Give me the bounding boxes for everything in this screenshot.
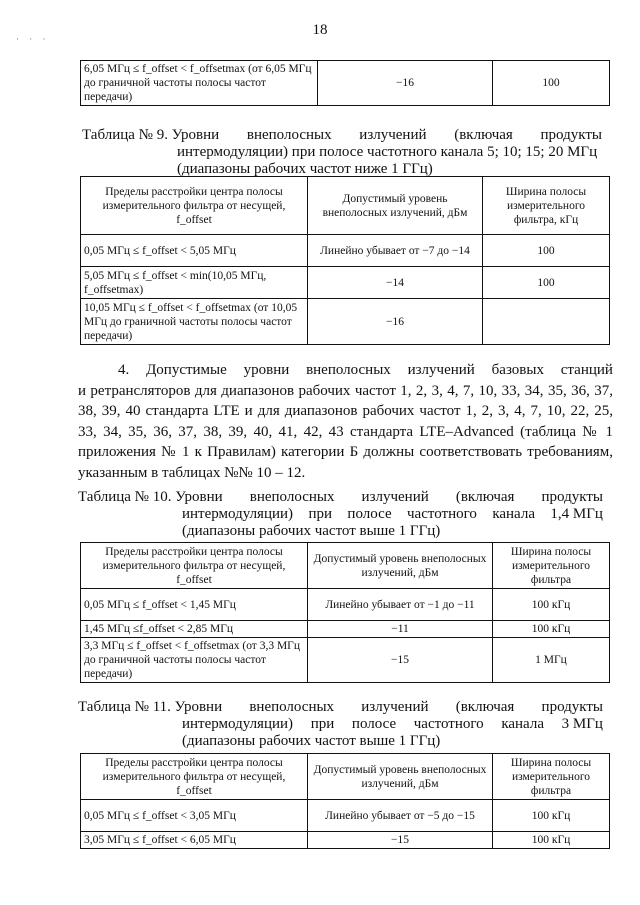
caption-word: полосе: [351, 716, 397, 732]
caption-word: излучений: [361, 489, 429, 505]
caption-word: продукты: [541, 699, 603, 715]
caption-word: продукты: [541, 489, 603, 505]
caption-word: Таблица № 10. Уровни: [78, 489, 223, 505]
paragraph-word: 4.: [118, 362, 130, 378]
paragraph-word: базовых: [491, 362, 544, 378]
caption-word: внеполосных: [249, 489, 335, 505]
caption-line: интермодуляции) при полосе частотного канала 5; 10; 15; 20 МГц: [177, 144, 598, 160]
table-cell: 0,05 МГц ≤ f_offset < 5,05 МГц: [81, 235, 308, 267]
corner-marks: · · ·: [16, 34, 50, 44]
table-cell: 100 кГц: [493, 800, 610, 832]
table-cell: 100 кГц: [493, 621, 610, 638]
table-cell: 10,05 МГц ≤ f_offset < f_offsetmax (от 10,05 МГц до граничной частоты полосы частот передачи): [81, 299, 308, 345]
table-cell: 100: [483, 235, 610, 267]
page-number: 18: [312, 22, 328, 38]
table-row: [81, 61, 610, 106]
table-cell: 100 кГц: [493, 832, 610, 849]
column-header: Допустимый уровень внеполосных излучений, дБм: [308, 754, 493, 800]
table-cell: [483, 299, 610, 345]
caption-word: Таблица № 9. Уровни: [82, 127, 220, 143]
table-cell: 5,05 МГц ≤ f_offset < min(10,05 МГц, f_offsetmax): [81, 267, 308, 299]
caption-word: внеполосных: [246, 127, 332, 143]
caption-word: продукты: [540, 127, 602, 143]
caption-line: (диапазоны рабочих частот выше 1 ГГц): [182, 523, 441, 539]
table-row: [81, 832, 610, 849]
caption-word: 3 МГц: [561, 716, 603, 732]
table-cell: −15: [308, 638, 493, 683]
paragraph-word: станций: [560, 362, 613, 378]
table-cell: Линейно убывает от −5 до −15: [308, 800, 493, 832]
table-row: [81, 621, 610, 638]
table-row: [81, 638, 610, 683]
table-cell: 1,45 МГц ≤f_offset < 2,85 МГц: [81, 621, 308, 638]
table-cell: Линейно убывает от −7 до −14: [308, 235, 483, 267]
paragraph-word: внеполосных: [306, 362, 391, 378]
table-cell: 100 кГц: [493, 589, 610, 621]
caption-word: (включая: [454, 127, 513, 143]
table-cell: 3,3 МГц ≤ f_offset < f_offsetmax (от 3,3 МГц до граничной частоты полосы частот передачи): [81, 638, 308, 683]
table-cell: −11: [308, 621, 493, 638]
table-cell: −15: [308, 832, 493, 849]
caption-word: канала: [501, 716, 544, 732]
paragraph-body: и ретрансляторов для диапазонов рабочих частот 1, 2, 3, 4, 7, 10, 33, 34, 35, 36, 37, 38, 39, 40 стандарта LTE и для диапазонов рабочих частот 1, 2, 3, 4, 7, 10, 22, 25, 33, 34, 35, 36, 37, 38, 39, 40, 41, 42, 43 стандарта LTE–Advanced (таблица № 1 приложения № 1 к Правилам) категории Б должны соответствовать требованиям, указанным в таблицах №№ 10 – 12.: [78, 382, 613, 481]
table10: [80, 542, 610, 683]
paragraph-4: [78, 360, 613, 483]
column-header: Пределы расстройки центра полосы измерительного фильтра от несущей, f_offset: [81, 754, 308, 800]
table-header-row: [81, 177, 610, 235]
caption-word: полосе: [347, 506, 392, 522]
column-header: Ширина полосы измерительного фильтра: [493, 543, 610, 589]
table-header-row: [81, 754, 610, 800]
table-cell: −16: [318, 61, 493, 106]
table-row: [81, 589, 610, 621]
column-header: Пределы расстройки центра полосы измерительного фильтра от несущей, f_offset: [81, 177, 308, 235]
table11: [80, 753, 610, 849]
caption-word: 1,4 МГц: [550, 506, 603, 522]
caption-word: (включая: [455, 489, 515, 505]
table9-caption: [82, 127, 602, 178]
column-header: Ширина полосы измерительного фильтра: [493, 754, 610, 800]
table-cell: 100: [493, 61, 610, 106]
caption-word: излучений: [359, 127, 427, 143]
table-header-row: [81, 543, 610, 589]
caption-word: канала: [492, 506, 535, 522]
table-row: [81, 800, 610, 832]
table11-caption: [78, 699, 603, 750]
table9: [80, 176, 610, 345]
caption-word: интермодуляции): [182, 506, 294, 522]
table10-caption: [78, 489, 603, 540]
table-cell: −14: [308, 267, 483, 299]
table-cell: 3,05 МГц ≤ f_offset < 6,05 МГц: [81, 832, 308, 849]
table-cell: Линейно убывает от −1 до −11: [308, 589, 493, 621]
column-header: Пределы расстройки центра полосы измерительного фильтра от несущей, f_offset: [81, 543, 308, 589]
table-cell: 6,05 МГц ≤ f_offset < f_offsetmax (от 6,05 МГц до граничной частоты полосы частот передачи): [81, 61, 318, 106]
table-row: [81, 235, 610, 267]
caption-word: (включая: [455, 699, 515, 715]
caption-line: (диапазоны рабочих частот выше 1 ГГц): [182, 733, 441, 749]
caption-word: при: [308, 506, 333, 522]
table-cell: 100: [483, 267, 610, 299]
table-cell: 1 МГц: [493, 638, 610, 683]
column-header: Допустимый уровень внеполосных излучений, дБм: [308, 543, 493, 589]
top-table: [80, 60, 610, 106]
caption-word: частотного: [413, 716, 484, 732]
table-row: [81, 299, 610, 345]
caption-word: при: [310, 716, 335, 732]
table-cell: −16: [308, 299, 483, 345]
column-header: Допустимый уровень внеполосных излучений, дБм: [308, 177, 483, 235]
table-cell: 0,05 МГц ≤ f_offset < 1,45 МГц: [81, 589, 308, 621]
caption-word: внеполосных: [249, 699, 335, 715]
paragraph-word: Допустимые: [146, 362, 227, 378]
paragraph-word: уровни: [243, 362, 290, 378]
caption-word: излучений: [361, 699, 429, 715]
table-row: [81, 267, 610, 299]
paragraph-word: излучений: [407, 362, 475, 378]
caption-word: частотного: [407, 506, 477, 522]
caption-word: Таблица № 11. Уровни: [78, 699, 223, 715]
column-header: Ширина полосы измерительного фильтра, кГц: [483, 177, 610, 235]
caption-word: интермодуляции): [182, 716, 294, 732]
caption-line: (диапазоны рабочих частот ниже 1 ГГц): [177, 161, 433, 177]
table-cell: 0,05 МГц ≤ f_offset < 3,05 МГц: [81, 800, 308, 832]
